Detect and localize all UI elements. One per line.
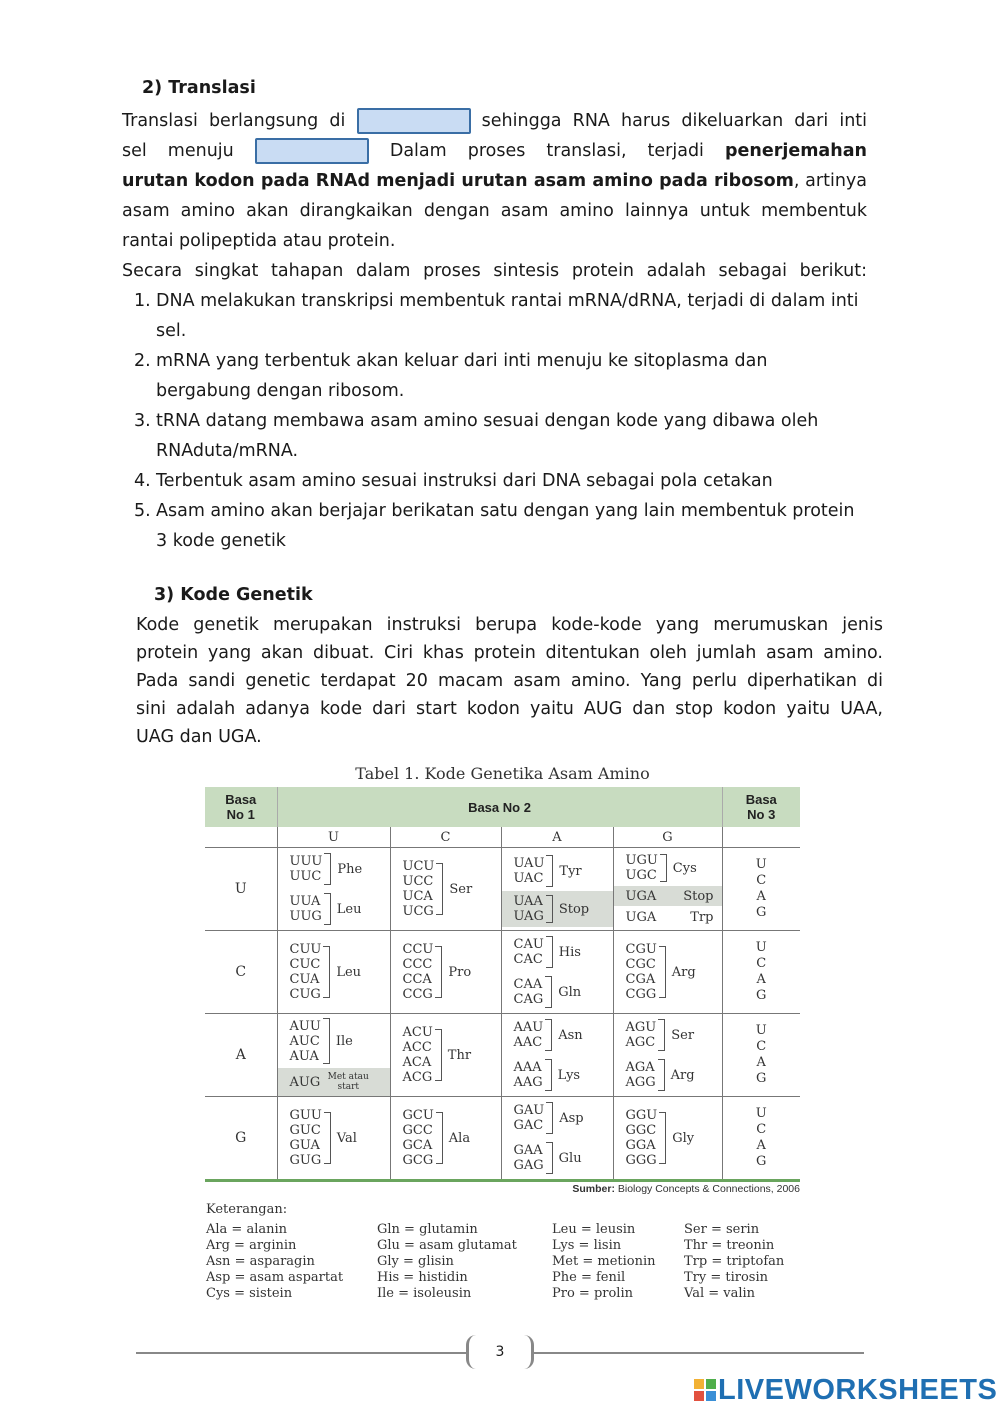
- codon-cell: GGU GGC GGA GGG Gly: [613, 1097, 722, 1181]
- codon-cell: CCU CCC CCA CCG Pro: [390, 931, 501, 1014]
- translasi-bold-text: penerjemahan: [724, 141, 867, 161]
- list-item: 1. DNA melakukan transkripsi membentuk rantai mRNA/dRNA, terjadi di dalam inti sel.: [134, 291, 859, 341]
- answer-blank-2[interactable]: [255, 138, 369, 164]
- basa3-cell: U C A G: [722, 1014, 800, 1097]
- legend-column: Ser = serin Thr = treonin Trp = triptofan Try = tirosin Val = valin: [684, 1222, 785, 1301]
- col-header: A: [501, 827, 613, 848]
- codon-cell: UGU UGC Cys UGA Stop UGA Trp: [613, 848, 722, 931]
- row-header: G: [205, 1097, 277, 1181]
- col-header: C: [390, 827, 501, 848]
- codon-cell: CGU CGC CGA CGG Arg: [613, 931, 722, 1014]
- kode-line: Pada sandi genetic terdapat 20 macam asam amino. Yang perlu diperhatikan di: [136, 671, 883, 691]
- translasi-line-1: [122, 106, 867, 136]
- basa3-cell: U C A G: [722, 848, 800, 931]
- codon-cell: UCU UCC UCA UCG Ser: [390, 848, 501, 931]
- liveworksheets-logo: [694, 1374, 997, 1407]
- list-item: 2. mRNA yang terbentuk akan keluar dari inti menuju ke sitoplasma dan bergabung dengan ribosom.: [134, 351, 768, 401]
- table-title: Tabel 1. Kode Genetika Asam Amino: [355, 764, 650, 783]
- legend-column: Leu = leusin Lys = lisin Met = metionin Phe = fenil Pro = prolin: [552, 1222, 656, 1301]
- col-header: U: [277, 827, 390, 848]
- basa2-header: Basa No 2: [277, 787, 722, 827]
- basa1-header: Basa No 1: [205, 787, 277, 827]
- basa3-cell: U C A G: [722, 931, 800, 1014]
- list-item: 4. Terbentuk asam amino sesuai instruksi dari DNA sebagai pola cetakan: [134, 471, 773, 491]
- row-header: C: [205, 931, 277, 1014]
- brand-text: LIVEWORKSHEETS: [718, 1374, 998, 1406]
- codon-cell: UAU UAC Tyr UAA UAG Stop: [501, 848, 613, 931]
- kode-genetik-heading: 3) Kode Genetik: [154, 585, 313, 605]
- list-item: 3. tRNA datang membawa asam amino sesuai dengan kode yang dibawa oleh RNAduta/mRNA.: [134, 411, 819, 461]
- liveworksheets-icon: [694, 1379, 716, 1401]
- translasi-text: , artinya: [793, 171, 867, 191]
- kode-line: sini adalah adanya kode dari start kodon yaitu AUG dan stop kodon yaitu UAA,: [136, 699, 883, 719]
- codon-cell: CUU CUC CUA CUG Leu: [277, 931, 390, 1014]
- translasi-summary: Secara singkat tahapan dalam proses sintesis protein adalah sebagai berikut:: [122, 261, 867, 281]
- codon-cell: GCU GCC GCA GCG Ala: [390, 1097, 501, 1181]
- codon-cell: ACU ACC ACA ACG Thr: [390, 1014, 501, 1097]
- kode-line: Kode genetik merupakan instruksi berupa kode-kode yang merumuskan jenis: [136, 615, 883, 635]
- genetic-code-table: [205, 787, 800, 1182]
- codon-cell: GAU GAC Asp GAA GAG Glu: [501, 1097, 613, 1181]
- translasi-text: sehingga RNA harus dikeluarkan dari inti: [481, 111, 868, 131]
- legend-column: Ala = alanin Arg = arginin Asn = asparagin Asp = asam aspartat Cys = sistein: [206, 1222, 344, 1301]
- row-header: U: [205, 848, 277, 931]
- legend-column: Gln = glutamin Glu = asam glutamat Gly = glisin His = histidin Ile = isoleusin: [377, 1222, 517, 1301]
- codon-cell: AAU AAC Asn AAA AAG Lys: [501, 1014, 613, 1097]
- codon-cell: AGU AGC Ser AGA AGG Arg: [613, 1014, 722, 1097]
- translasi-paragraph: [122, 106, 867, 286]
- translasi-line-3: [122, 166, 867, 196]
- codon-cell: UUU UUC Phe UUA UUG Leu: [277, 848, 390, 931]
- codon-cell: AUU AUC AUA Ile AUG Met atau start: [277, 1014, 390, 1097]
- basa3-header: Basa No 3: [722, 787, 800, 827]
- translasi-text: Translasi berlangsung di: [122, 111, 346, 131]
- answer-blank-1[interactable]: [357, 108, 471, 134]
- translasi-line-4: asam amino akan dirangkaikan dengan asam amino lainnya untuk membentuk: [122, 201, 867, 221]
- kode-genetik-paragraph: [136, 611, 883, 751]
- codon-cell: GUU GUC GUA GUG Val: [277, 1097, 390, 1181]
- translasi-line-5: rantai polipeptida atau protein.: [122, 231, 396, 251]
- codon-cell: CAU CAC His CAA CAG Gln: [501, 931, 613, 1014]
- page-number: 3: [466, 1335, 534, 1369]
- footer-divider: [534, 1352, 864, 1354]
- basa3-cell: U C A G: [722, 1097, 800, 1181]
- kode-line: protein yang akan dibuat. Ciri khas protein ditentukan oleh jumlah asam amino.: [136, 643, 883, 663]
- table-source: Sumber: Biology Concepts & Connections, 2006: [572, 1183, 800, 1195]
- translasi-line-2: [122, 136, 867, 166]
- legend-title: Keterangan:: [206, 1202, 288, 1217]
- translasi-heading: 2) Translasi: [142, 78, 256, 98]
- col-header: G: [613, 827, 722, 848]
- steps-list: [122, 286, 867, 556]
- footer-divider: [136, 1352, 466, 1354]
- row-header: A: [205, 1014, 277, 1097]
- list-item: 5. Asam amino akan berjajar berikatan satu dengan yang lain membentuk protein 3 kode genetik: [134, 501, 855, 551]
- translasi-text: sel menuju: [122, 141, 234, 161]
- translasi-bold-text: urutan kodon pada RNAd menjadi urutan asam amino pada ribosom: [122, 171, 794, 191]
- kode-line: UAG dan UGA.: [136, 727, 262, 747]
- translasi-text: Dalam proses translasi, terjadi: [389, 141, 704, 161]
